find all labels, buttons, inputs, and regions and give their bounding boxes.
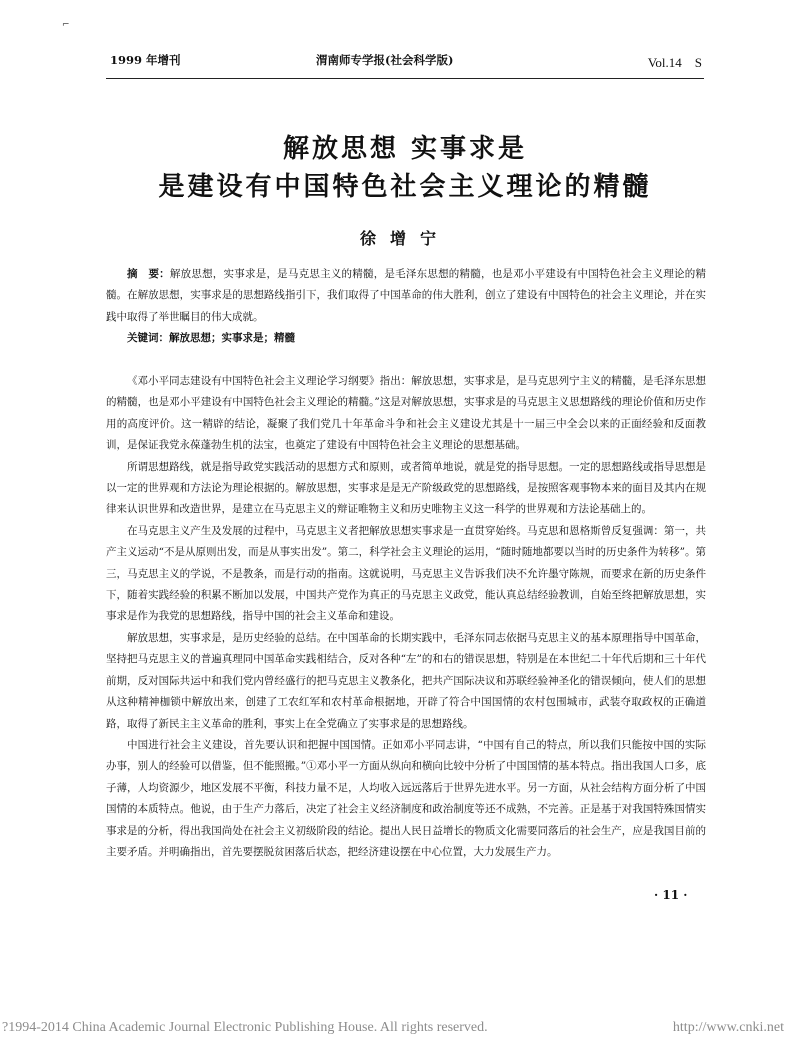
article-title [106, 130, 704, 206]
title-line-2: 是建设有中国特色社会主义理论的精髓 [158, 172, 652, 202]
keywords-text: 解放思想；实事求是；精髓 [169, 332, 295, 345]
body-paragraph-4: 解放思想，实事求是，是历史经验的总结。在中国革命的长期实践中，毛泽东同志依据马克思主义的基本原理指导中国革命，坚持把马克思主义的普遍真理同中国革命实践相结合，反对各种“左”的和右的错误思想，特别是在本世纪二十年代后期和三十年代前期，反对国际共运中和我们党内曾经盛行的把马克思主义教条化，把共产国际决议和苏联经验神圣化的错误倾向，使人们的思想从这种精神枷锁中解放出来，创建了工农红军和农村革命根据地，开辟了符合中国国情的农村包围城市，武装夺取政权的正确道路，取得了新民主主义革命的胜利，事实上在全党确立了实事求是的思想路线。 [106, 631, 706, 730]
copyright-notice: ?1994-2014 China Academic Journal Electronic Publishing House. All rights reserved. [2, 1020, 488, 1035]
copyright-footer [0, 1016, 792, 1044]
page-number: · 11 · [654, 888, 688, 902]
title-line-1: 解放思想 实事求是 [282, 134, 528, 164]
header-journal-name: 渭南师专学报(社会科学版) [316, 53, 454, 67]
abstract-block [106, 264, 706, 350]
corner-mark: ⌐ [62, 20, 70, 30]
body-paragraph-2: 所谓思想路线，就是指导政党实践活动的思想方式和原则，或者简单地说，就是党的指导思想。一定的思想路线或指导思想是以一定的世界观和方法论为理论根据的。解放思想，实事求是是无产阶级政党的思想路线，是按照客观事物本来的面目及其内在规律来认识世界和改造世界，是建立在马克思主义的辩证唯物主义和历史唯物主义这一科学的世界观和方法论基础上的。 [106, 460, 706, 516]
article-body [106, 371, 706, 863]
header-volume: Vol.14 S [647, 55, 702, 70]
body-paragraph-5: 中国进行社会主义建设，首先要认识和把握中国国情。正如邓小平同志讲，“中国有自己的特点，所以我们只能按中国的实际办事，别人的经验可以借鉴，但不能照搬。”①邓小平一方面从纵向和横向比较中分析了中国国情的基本特点。指出我国人口多，底子薄，人均资源少，地区发展不平衡，科技力量不足，人均收入远远落后于世界先进水平。另一方面，从社会结构方面分析了中国国情的本质特点。他说，由于生产力落后，决定了社会主义经济制度和政治制度等还不成熟，不完善。正是基于对我国特殊国情实事求是的分析，得出我国尚处在社会主义初级阶段的结论。提出人民日益增长的物质文化需要同落后的社会生产，应是我国目前的主要矛盾。并明确指出，首先要摆脱贫困落后状态，把经济建设摆在中心位置，大力发展生产力。 [106, 738, 706, 858]
header-divider [106, 78, 704, 79]
body-paragraph-3: 在马克思主义产生及发展的过程中，马克思主义者把解放思想实事求是一直贯穿始终。马克思和恩格斯曾反复强调：第一，共产主义运动“不是从原则出发，而是从事实出发”。第二，科学社会主义理论的运用，“随时随地都要以当时的历史条件为转移”。第三，马克思主义的学说，不是教条，而是行动的指南。这就说明，马克思主义告诉我们决不允许墨守陈规，而要求在新的历史条件下，随着实践经验的积累不断加以发展，中国共产党作为真正的马克思主义政党，能认真总结经验教训，自始至终把解放思想，实事求是作为我党的思想路线，指导中国的社会主义革命和建设。 [106, 524, 706, 623]
source-url-link[interactable]: http://www.cnki.net [672, 1020, 784, 1035]
body-paragraph-1: 《邓小平同志建设有中国特色社会主义理论学习纲要》指出：解放思想，实事求是，是马克思列宁主义的精髓，是毛泽东思想的精髓，也是邓小平建设有中国特色社会主义理论的精髓。”这是对解放思想，实事求是的马克思主义思想路线的理论价值和历史作用的高度评价。这一精辟的结论，凝聚了我们党几十年革命斗争和社会主义建设尤其是十一届三中全会以来的正面经验和反面教训，是保证我党永葆蓬勃生机的法宝，也奠定了建设有中国特色社会主义理论的思想基础。 [106, 375, 706, 452]
abstract-text: 解放思想，实事求是，是马克思主义的精髓，是毛泽东思想的精髓，也是邓小平建设有中国特色社会主义理论的精髓。在解放思想，实事求是的思想路线指引下，我们取得了中国革命的伟大胜利，创立了建设有中国特色的社会主义理论，并在实践中取得了举世瞩目的伟大成就。 [106, 268, 706, 323]
running-header [106, 52, 704, 76]
author-name: 徐增宁 [359, 229, 450, 248]
keywords-paragraph [106, 328, 706, 349]
abstract-paragraph [106, 264, 706, 328]
abstract-label: 摘 要： [127, 268, 170, 280]
keywords-label: 关键词： [127, 332, 169, 345]
header-year: 1999 年增刊 [110, 53, 181, 67]
